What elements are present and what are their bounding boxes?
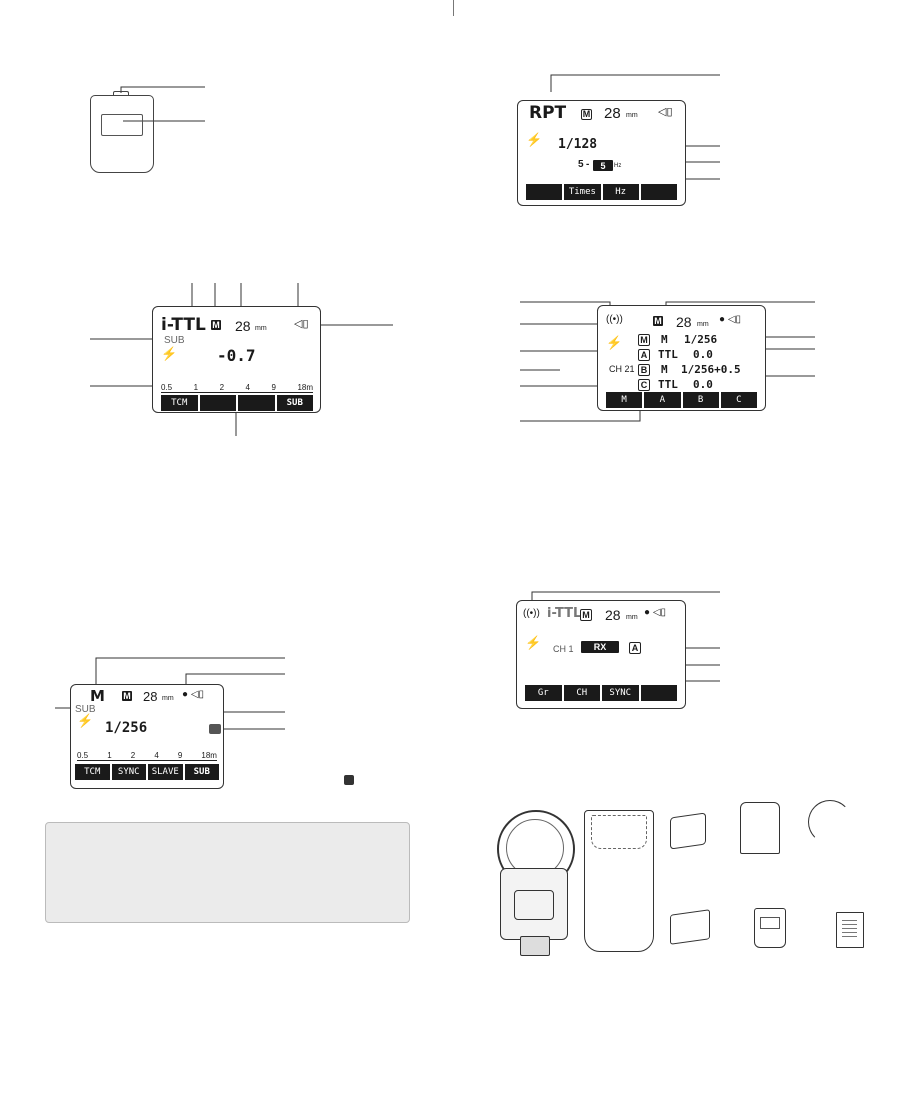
hss-icon	[209, 724, 221, 734]
zoom-unit: mm	[626, 614, 638, 621]
lcd-ittl-mode	[152, 306, 321, 413]
stand-illustration	[740, 802, 780, 854]
softkey-bar	[75, 764, 219, 780]
softkey-1[interactable]	[526, 184, 562, 200]
softkey-3[interactable]	[238, 395, 275, 411]
channel-label: CH 21	[609, 364, 635, 374]
flash-screen	[514, 890, 554, 920]
remote-screen	[760, 917, 780, 929]
softkey-b[interactable]: B	[683, 392, 719, 408]
pouch-illustration	[584, 810, 654, 952]
lcd-manual-mode	[70, 684, 224, 789]
zoom-unit: mm	[255, 325, 267, 332]
dash: -	[586, 159, 590, 170]
group-m-value: 1/256	[684, 333, 718, 346]
softkey-3[interactable]: Hz	[603, 184, 639, 200]
scale-tick: 1	[193, 383, 199, 392]
speaker-battery-icon: ◁▯	[294, 318, 309, 330]
scale-tick: 18m	[297, 383, 313, 392]
charger-illustration	[670, 812, 706, 849]
remote-illustration	[754, 908, 786, 948]
softkey-1[interactable]: TCM	[161, 395, 198, 411]
softkey-tcm[interactable]: TCM	[75, 764, 110, 780]
softkey-sub[interactable]: SUB	[185, 764, 220, 780]
power-value: 1/256	[105, 720, 148, 736]
group-m-mode: M	[661, 333, 668, 346]
zoom-value: 28	[143, 689, 158, 704]
cable-illustration	[808, 800, 852, 844]
remote-button	[113, 91, 129, 96]
zoom-value: 28	[235, 318, 251, 334]
group-c-value: 0.0	[693, 378, 713, 391]
flash-head-icon: ⚡	[526, 132, 543, 147]
pouch-flap	[591, 815, 647, 849]
softkey-2[interactable]	[200, 395, 237, 411]
page-fold-mark	[453, 0, 454, 16]
doc-lines	[842, 920, 857, 938]
power-value: 1/128	[558, 137, 598, 152]
lcd-repeat-mode	[517, 100, 686, 206]
flash-head-icon: ⚡	[161, 346, 178, 361]
times-value: 5	[578, 159, 584, 170]
sync-speaker-battery-icon: ● ◁▯	[644, 607, 667, 618]
scale-tick: 4	[245, 383, 250, 392]
speaker-battery-icon: ◁▯	[658, 106, 673, 118]
softkey-2[interactable]: Times	[564, 184, 600, 200]
group-a-value: 0.0	[693, 348, 713, 361]
freq-value: 5	[593, 160, 613, 171]
notice-box	[45, 822, 410, 923]
group-b-icon: B	[638, 364, 650, 376]
sub-label: SUB	[164, 335, 185, 346]
scale-tick: 18m	[201, 751, 217, 760]
group-b-mode: M	[661, 363, 668, 376]
sub-label: SUB	[75, 704, 96, 715]
wireless-icon: ((•))	[606, 314, 623, 325]
group-b-value: 1/256+0.5	[681, 363, 741, 376]
freq-unit: Hz	[614, 163, 622, 169]
group-c-mode: TTL	[658, 378, 678, 391]
zoom-mode-icon: M	[580, 609, 592, 621]
sync-speaker-battery-icon: ● ◁▯	[182, 689, 205, 700]
softkey-4[interactable]	[641, 184, 677, 200]
group-a-icon: A	[629, 642, 641, 654]
softkey-4[interactable]: SUB	[277, 395, 314, 411]
scale-tick: 0.5	[77, 751, 89, 760]
battery-illustration	[670, 909, 710, 945]
softkey-bar	[525, 685, 677, 701]
scale-tick: 1	[107, 751, 112, 760]
zoom-unit: mm	[626, 112, 638, 119]
group-a-icon: A	[638, 349, 650, 361]
scale-tick: 2	[219, 383, 225, 392]
softkey-a[interactable]: A	[644, 392, 680, 408]
wireless-icon: ((•))	[523, 608, 540, 619]
flash-head-icon: ⚡	[606, 335, 623, 350]
softkey-gr[interactable]: Gr	[525, 685, 562, 701]
flash-head-icon: ⚡	[77, 713, 94, 728]
group-a-mode: TTL	[658, 348, 678, 361]
softkey-bar	[606, 392, 757, 408]
scale-tick: 4	[154, 751, 159, 760]
hss-icon	[344, 775, 354, 785]
remote-device-illustration	[90, 95, 154, 173]
compensation-value: -0.7	[217, 346, 256, 365]
softkey-ch[interactable]: CH	[564, 685, 601, 701]
softkey-sync[interactable]: SYNC	[602, 685, 639, 701]
softkey-4[interactable]	[641, 685, 678, 701]
softkey-slave[interactable]: SLAVE	[148, 764, 183, 780]
distance-scale	[161, 383, 313, 393]
lcd-group-mode	[597, 305, 766, 411]
flash-unit-illustration	[492, 808, 577, 958]
manual-document-icon	[836, 912, 864, 948]
scale-tick: 9	[177, 751, 183, 760]
zoom-mode-icon: M	[654, 316, 662, 326]
mode-label: RPT	[529, 103, 567, 123]
softkey-bar	[526, 184, 677, 200]
rx-badge: RX	[581, 641, 619, 653]
scale-tick: 2	[130, 751, 136, 760]
channel-label: CH 1	[553, 644, 574, 654]
scale-tick: 9	[271, 383, 276, 392]
hot-shoe-foot	[520, 936, 550, 956]
zoom-unit: mm	[162, 695, 174, 702]
softkey-m[interactable]: M	[606, 392, 642, 408]
mode-label: M	[90, 687, 105, 705]
zoom-value: 28	[676, 314, 692, 330]
mode-label: i-TTL	[547, 606, 582, 621]
zoom-mode-icon: M	[123, 691, 131, 701]
scale-tick: 0.5	[161, 383, 173, 392]
zoom-value: 28	[604, 105, 621, 122]
zoom-mode-icon: M	[582, 109, 591, 119]
distance-scale	[77, 751, 217, 761]
softkey-bar	[161, 395, 313, 411]
zoom-value: 28	[605, 607, 621, 623]
zoom-unit: mm	[697, 321, 709, 328]
mode-label: i-TTL	[161, 315, 206, 335]
group-m-icon: M	[638, 334, 650, 346]
flash-head-icon: ⚡	[525, 635, 542, 650]
softkey-c[interactable]: C	[721, 392, 757, 408]
sync-speaker-battery-icon: ● ◁▯	[719, 314, 742, 325]
softkey-sync[interactable]: SYNC	[112, 764, 147, 780]
group-c-icon: C	[638, 379, 650, 391]
remote-screen	[101, 114, 143, 136]
zoom-mode-icon: M	[212, 320, 220, 330]
lcd-slave-mode	[516, 600, 686, 709]
